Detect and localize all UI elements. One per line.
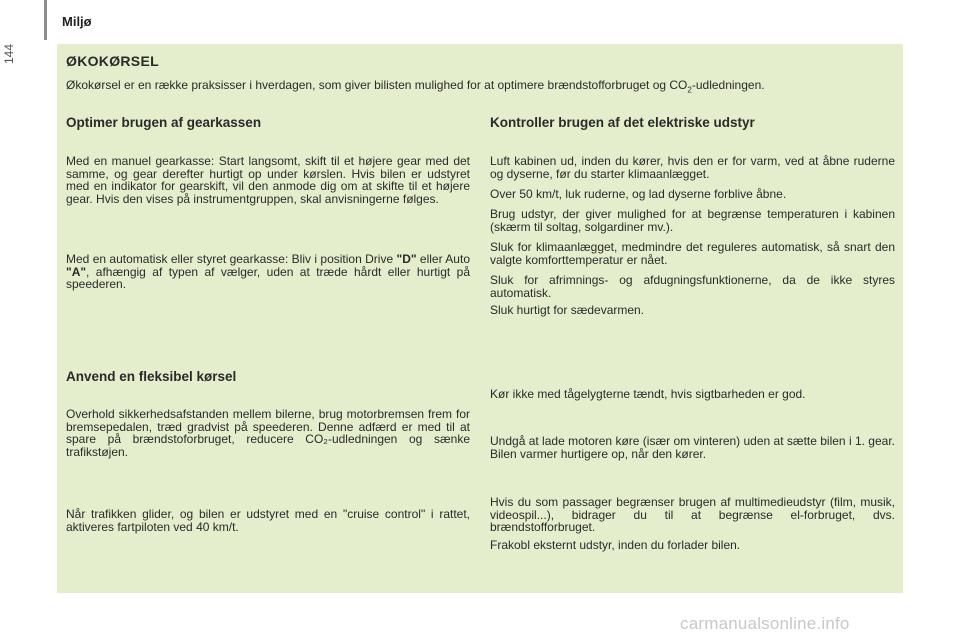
intro-subscript: 2 [687,85,692,95]
auto-text-3: , afhængig af typen af vælger, uden at træde hårdt eller hurtigt på speederen. [66,264,470,291]
margin-rule [44,0,47,40]
section-label: Miljø [62,14,92,29]
paragraph-automatic-gearbox [66,253,470,291]
heading-flexible-driving: Anvend en fleksibel kørsel [66,369,237,384]
auto-drive-label: "D" [396,252,417,266]
page-number: 144 [2,44,16,65]
paragraph-safety-distance: Overhold sikkerhedsafstanden mellem bilerne, brug motorbremsen frem for bremsepedalen, træd gradvist på speederen. Denne adfærd er med til at spare på brændstoforbruget, reducere CO₂-udledningen og sænke trafikstøjen. [66,407,470,459]
paragraph-cruise-control: Når trafikken glider, og bilen er udstyret med en "cruise control" i rattet, aktiveres fartpiloten ved 40 km/t. [66,507,470,534]
heading-electrical: Kontroller brugen af det elektriske udstyr [490,115,755,130]
paragraph-ventilate: Luft kabinen ud, inden du kører, hvis den er for varm, ved at åbne ruderne og dyserne, før du starter klimaanlægget. [490,154,895,181]
paragraph-air-conditioning: Sluk for klimaanlægget, medmindre det reguleres automatisk, så snart den valgte komforttemperatur er nået. [490,240,895,267]
paragraph-idling: Undgå at lade motoren køre (især om vinteren) uden at sætte bilen i 1. gear. Bilen varmer hurtigere op, når den kører. [490,434,895,461]
heading-gearbox: Optimer brugen af gearkassen [66,115,262,130]
paragraph-fog-lights: Kør ikke med tågelygterne tændt, hvis sigtbarheden er god. [490,387,806,401]
intro-paragraph [66,79,896,96]
watermark: carmanualsonline.info [680,614,850,633]
intro-text-end: -udledningen. [691,78,765,92]
paragraph-manual-gearbox: Med en manuel gearkasse: Start langsomt, skift til et højere gear med det samme, og gear derefter hurtigt op under kørslen. Hvis bilen er udstyret med en indikator for gearskift, vil den anmode dig om at skifte til et højere gear. Hvis den vises på instrumentgruppen, skal anvisningerne følges. [66,154,470,206]
auto-text-1: Med en automatisk eller styret gearkasse: Bliv i position Drive [66,252,397,266]
page-title: ØKOKØRSEL [66,53,159,69]
paragraph-above-50: Over 50 km/t, luk ruderne, og lad dyserne forblive åbne. [490,187,787,201]
intro-text: Økokørsel er en række praksisser i hverdagen, som giver bilisten mulighed for at optimere brændstofforbruget og CO [66,78,688,92]
paragraph-multimedia: Hvis du som passager begrænser brugen af multimedieudstyr (film, musik, videospil...), bidrager du til at begrænse el-forbruget, dvs. brændstofforbruget. [490,495,895,534]
paragraph-seat-heating: Sluk hurtigt for sædevarmen. [490,303,645,317]
content-panel [57,44,903,593]
auto-text-2: eller Auto [416,252,470,266]
auto-auto-label: "A" [66,264,87,279]
paragraph-external-equipment: Frakobl eksternt udstyr, inden du forlader bilen. [490,538,741,552]
paragraph-limit-temperature: Brug udstyr, der giver mulighed for at begrænse temperaturen i kabinen (skærm til soltag, solgardiner mv.). [490,207,895,234]
paragraph-defrost: Sluk for afrimnings- og afdugningsfunktionerne, da de ikke styres automatisk. [490,273,895,300]
